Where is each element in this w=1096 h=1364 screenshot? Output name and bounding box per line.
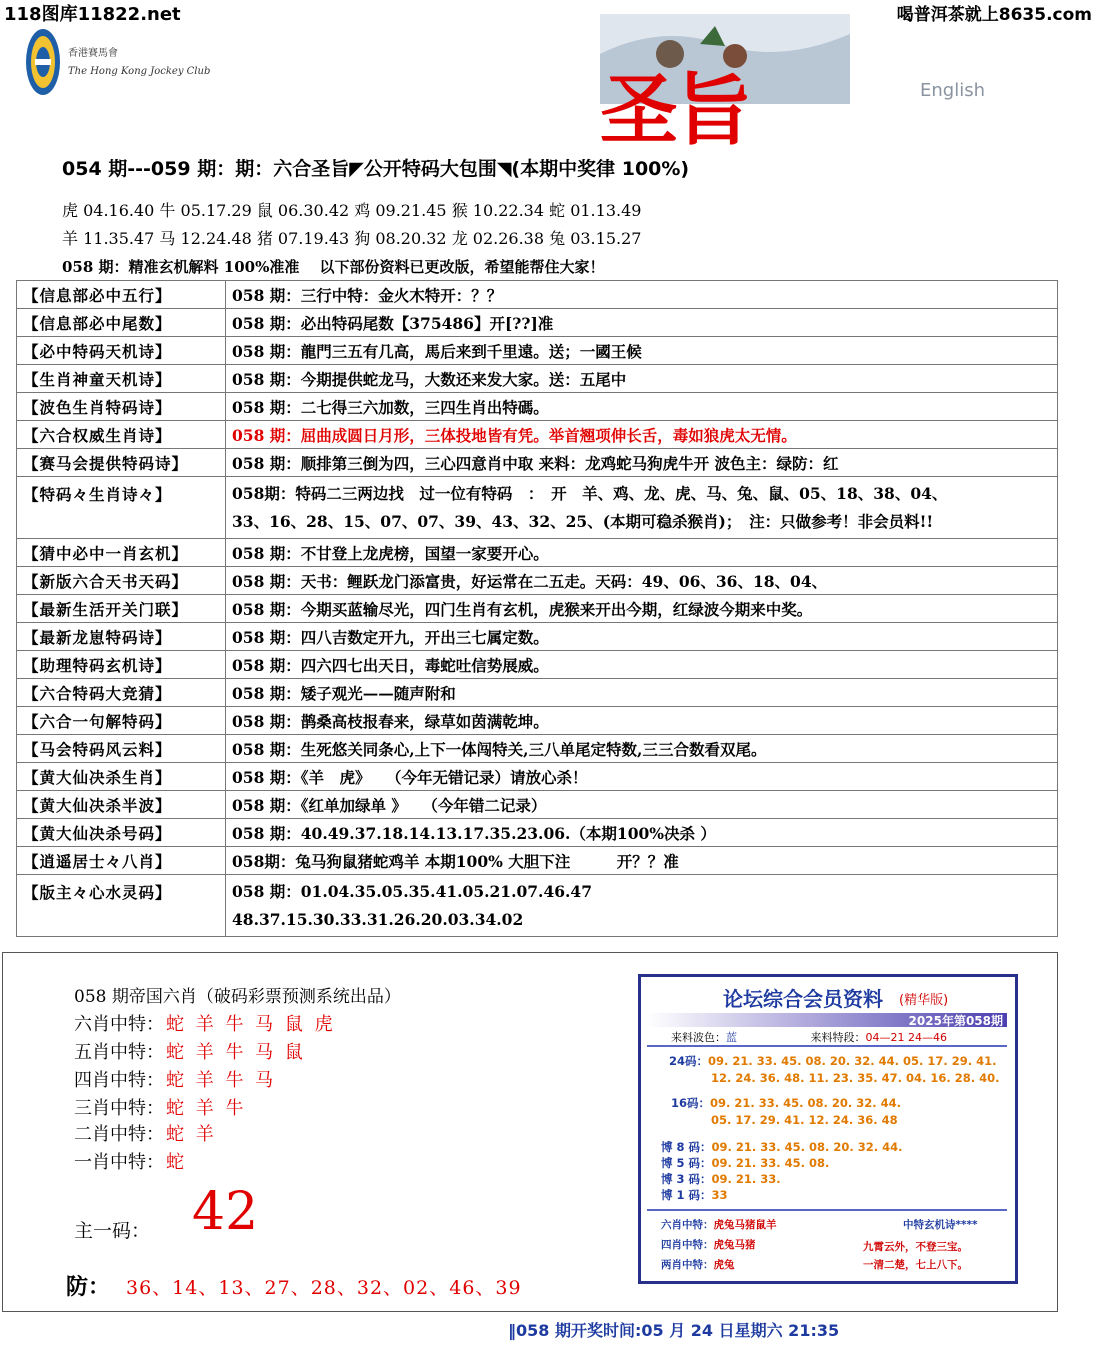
row-label: 【马会特码风云料】 — [17, 735, 226, 763]
foot-label: 四肖中特： — [661, 1239, 714, 1251]
jockey-club-logo — [24, 26, 62, 98]
row-text-line: 48.37.15.30.33.31.26.20.03.34.02 — [232, 909, 524, 929]
card-sub-right: 来料特段： — [810, 1031, 866, 1044]
row-text: 058期：兔马狗鼠猪蛇鸡羊 本期100% 大胆下注 开？？准 — [226, 847, 1058, 875]
row-text: 058 期：鹊桑高枝报春来，绿草如茵满乾坤。 — [226, 707, 1058, 735]
foot-label: 六肖中特： — [661, 1219, 714, 1231]
tier-label: 四肖中特： — [74, 1070, 164, 1091]
row-label: 【必中特码天机诗】 — [17, 337, 226, 365]
foot-value: 虎兔马猪鼠羊 — [713, 1219, 777, 1231]
row-label: 【信息部必中五行】 — [17, 281, 226, 309]
foot-label: 两肖中特： — [661, 1259, 714, 1271]
row-text: 058 期：生死悠关同条心,上下一体闯特关,三八单尾定特数,三三合数看双尾。 — [226, 735, 1058, 763]
row-text: 058 期：今期提供蛇龙马，大数还来发大家。送：五尾中 — [226, 365, 1058, 393]
table-row — [17, 567, 1058, 595]
row-label: 【版主々心水灵码】 — [17, 875, 226, 937]
table-row — [17, 281, 1058, 309]
row-nums: 05. 17. 29. 41. 12. 24. 36. 48 — [711, 1113, 898, 1127]
site-left-link[interactable]: 118图库11822.net — [4, 4, 181, 25]
row-label: 【波色生肖特码诗】 — [17, 393, 226, 421]
card-poem-1: 九霄云外，不登三宝。 — [863, 1241, 968, 1253]
table-row — [17, 819, 1058, 847]
table-row — [17, 875, 1058, 937]
row-text: 058 期：龍門三五有几高，馬后来到千里遠。送；一國王候 — [226, 337, 1058, 365]
row-label: 【猜中必中一肖玄机】 — [17, 539, 226, 567]
table-row — [17, 679, 1058, 707]
main-code-label: 主一码： — [74, 1220, 151, 1242]
row-text: 058 期：四六四七出天日，毒蛇吐信势展威。 — [226, 651, 1058, 679]
row-text: 058 期：屈曲成圆日月形，三体投地皆有凭。举首翘项伸长舌，毒如狼虎太无情。 — [226, 421, 1058, 449]
row-text-line: 058 期：01.04.35.05.35.41.05.21.07.46.47 — [232, 881, 592, 901]
tier-six — [74, 1010, 336, 1036]
table-row — [17, 449, 1058, 477]
row-label: 【特码々生肖诗々】 — [17, 477, 226, 539]
row-label: 【六合特码大竞猜】 — [17, 679, 226, 707]
table-row — [17, 735, 1058, 763]
table-row — [17, 623, 1058, 651]
row-text — [226, 875, 1058, 937]
row-nums: 09. 21. 33. 45. 08. 20. 32. 44. 05. 17. 29. 41. — [708, 1054, 997, 1068]
tier-value: 蛇 羊 牛 — [166, 1098, 247, 1119]
empire-title: 058 期帝国六肖（破码彩票预测系统出品） — [74, 987, 401, 1007]
tier-value: 蛇 羊 — [166, 1124, 217, 1145]
tier-value: 蛇 羊 牛 马 — [166, 1070, 277, 1091]
tier-five — [74, 1038, 306, 1064]
page-title: 054 期---059 期：期：六合圣旨◤公开特码大包围◥(本期中奖律 100%) — [62, 158, 690, 180]
table-row — [17, 707, 1058, 735]
tier-label: 三肖中特： — [74, 1098, 164, 1119]
table-row — [17, 595, 1058, 623]
table-row — [17, 365, 1058, 393]
card-foot-2 — [661, 1237, 756, 1252]
banner-image — [600, 14, 850, 156]
card-issue: 2025年第058期 — [908, 1014, 1003, 1028]
table-row — [17, 393, 1058, 421]
card-sub-left-val: 蓝 — [726, 1031, 737, 1044]
row-text: 058 期：今期买蓝输尽光，四门生肖有玄机，虎猴来开出今期，红绿波今期来中奖。 — [226, 595, 1058, 623]
row-text: 058 期：《羊 虎》 （今年无错记录）请放心杀！ — [226, 763, 1058, 791]
row-nums: 09. 21. 33. 45. 08. — [711, 1156, 830, 1170]
member-info-card — [638, 974, 1018, 1284]
row-text: 058 期：《红单加绿单 》 （今年错二记录） — [226, 791, 1058, 819]
row-key: 博 5 码： — [661, 1156, 712, 1170]
row-label: 【黄大仙决杀半波】 — [17, 791, 226, 819]
row-key: 博 1 码： — [661, 1188, 712, 1202]
zodiac-line-2: 羊 11.35.47 马 12.24.48 猪 07.19.43 狗 08.20.32 龙 02.26.38 兔 03.15.27 — [62, 229, 642, 248]
table-row — [17, 337, 1058, 365]
foot-value: 虎兔 — [713, 1259, 735, 1271]
table-row — [17, 477, 1058, 539]
row-text: 058 期：不甘登上龙虎榜，国望一家要开心。 — [226, 539, 1058, 567]
row-nums: 09. 21. 33. 45. 08. 20. 32. 44. — [710, 1096, 902, 1110]
notice-line: 058 期：精准玄机解料 100%准准 以下部份资料已更改版，希望能帮住大家！ — [62, 258, 605, 276]
fang-label: 防： — [66, 1274, 111, 1300]
row-key: 24码： — [669, 1054, 709, 1068]
row-text: 058 期：三行中特：金火木特开：？？ — [226, 281, 1058, 309]
card-row-b5 — [661, 1155, 829, 1171]
site-right-link[interactable]: 喝普洱茶就上8635.com — [896, 5, 1092, 25]
row-label: 【黄大仙决杀生肖】 — [17, 763, 226, 791]
tips-table — [16, 280, 1058, 937]
row-nums: 12. 24. 36. 48. 11. 23. 35. 47. 04. 16. 28. 40. — [711, 1071, 1000, 1085]
row-nums: 33 — [711, 1188, 728, 1202]
foot-value: 虎兔马猪 — [713, 1239, 756, 1251]
card-divider — [647, 1209, 1007, 1211]
draw-time: ‖058 期开奖时间:05 月 24 日星期六 21:35 — [508, 1321, 840, 1340]
main-code-value: 42 — [192, 1182, 259, 1242]
table-row — [17, 421, 1058, 449]
row-label: 【最新生活开关门联】 — [17, 595, 226, 623]
row-key: 16码： — [671, 1096, 711, 1110]
card-sub-left: 来料波色： — [671, 1031, 726, 1044]
tier-value: 蛇 — [166, 1152, 187, 1173]
tier-three — [74, 1094, 246, 1120]
row-key: 博 8 码： — [661, 1140, 712, 1154]
row-text: 058 期：40.49.37.18.14.13.17.35.23.06.（本期100%决杀 ） — [226, 819, 1058, 847]
row-text: 058 期：必出特码尾数【375486】开[??]准 — [226, 309, 1058, 337]
row-text — [226, 477, 1058, 539]
row-label: 【最新龙崽特码诗】 — [17, 623, 226, 651]
card-poem-title: 中特玄机诗**** — [903, 1219, 978, 1231]
tier-label: 一肖中特： — [74, 1152, 164, 1173]
card-foot-3 — [661, 1257, 735, 1272]
row-nums: 09. 21. 33. 45. 08. 20. 32. 44. — [711, 1140, 903, 1154]
row-nums: 09. 21. 33. — [711, 1172, 781, 1186]
card-sub-right-val: 04—21 24—46 — [865, 1031, 947, 1044]
row-text: 058 期：天书：鲤跃龙门添富贵，好运常在二五走。天码：49、06、36、18、04、 — [226, 567, 1058, 595]
row-text: 058 期：顺排第三倒为四，三心四意肖中取 来料：龙鸡蛇马狗虎牛开 波色主：绿防：红 — [226, 449, 1058, 477]
row-key: 博 3 码： — [661, 1172, 712, 1186]
card-tag: (精华版) — [899, 993, 949, 1008]
row-label: 【赛马会提供特码诗】 — [17, 449, 226, 477]
tier-value: 蛇 羊 牛 马 鼠 — [166, 1042, 306, 1063]
row-label: 【黄大仙决杀号码】 — [17, 819, 226, 847]
row-text: 058 期：二七得三六加数，三四生肖出特碼。 — [226, 393, 1058, 421]
table-row — [17, 791, 1058, 819]
row-label: 【助理特码玄机诗】 — [17, 651, 226, 679]
card-row-24b — [711, 1071, 1000, 1085]
card-foot-1 — [661, 1217, 777, 1232]
table-row — [17, 651, 1058, 679]
table-row — [17, 847, 1058, 875]
row-label: 【六合权威生肖诗】 — [17, 421, 226, 449]
card-row-16 — [671, 1095, 901, 1111]
card-row-16b — [711, 1113, 898, 1127]
row-label: 【六合一句解特码】 — [17, 707, 226, 735]
banner-title: 圣旨 — [600, 65, 749, 156]
row-text-line: 33、16、28、15、07、07、39、43、32、25、(本期可稳杀猴肖)； 注：只做参考！非会员料!! — [232, 511, 934, 531]
card-row-b8 — [661, 1139, 903, 1155]
tier-label: 二肖中特： — [74, 1124, 164, 1145]
tier-four — [74, 1066, 276, 1092]
card-subline — [671, 1029, 947, 1045]
card-poem-2: 一清二楚，七上八下。 — [863, 1259, 968, 1271]
row-label: 【生肖神童天机诗】 — [17, 365, 226, 393]
card-row-24 — [669, 1053, 997, 1069]
tier-value: 蛇 羊 牛 马 鼠 虎 — [166, 1014, 336, 1035]
logo-text-en: The Hong Kong Jockey Club — [68, 66, 211, 77]
table-row — [17, 763, 1058, 791]
english-link[interactable]: English — [920, 80, 985, 101]
zodiac-line-1: 虎 04.16.40 牛 05.17.29 鼠 06.30.42 鸡 09.21.45 猴 10.22.34 蛇 01.13.49 — [62, 201, 642, 220]
card-row-b3 — [661, 1171, 781, 1187]
row-label: 【新版六合天书天码】 — [17, 567, 226, 595]
row-text: 058 期：矮子观光——随声附和 — [226, 679, 1058, 707]
card-issue-bar — [647, 1013, 1007, 1027]
tier-label: 六肖中特： — [74, 1014, 164, 1035]
card-divider — [647, 1045, 1007, 1047]
fang-values: 36、14、13、27、28、32、02、46、39 — [126, 1277, 522, 1299]
row-text-line: 058期：特码二三两边找 过一位有特码 ： 开 羊、鸡、龙、虎、马、兔、鼠、05、18、38、04、 — [232, 483, 948, 503]
logo-text-cn: 香港賽馬會 — [68, 48, 118, 59]
row-label: 【信息部必中尾数】 — [17, 309, 226, 337]
tier-two — [74, 1120, 217, 1146]
tier-label: 五肖中特： — [74, 1042, 164, 1063]
table-row — [17, 539, 1058, 567]
tier-one — [74, 1148, 187, 1174]
card-title: 论坛综合会员资料 — [723, 987, 883, 1011]
row-label: 【逍遥居士々八肖】 — [17, 847, 226, 875]
card-row-b1 — [661, 1187, 728, 1203]
row-text: 058 期：四八吉数定开九，开出三七属定数。 — [226, 623, 1058, 651]
table-row — [17, 309, 1058, 337]
